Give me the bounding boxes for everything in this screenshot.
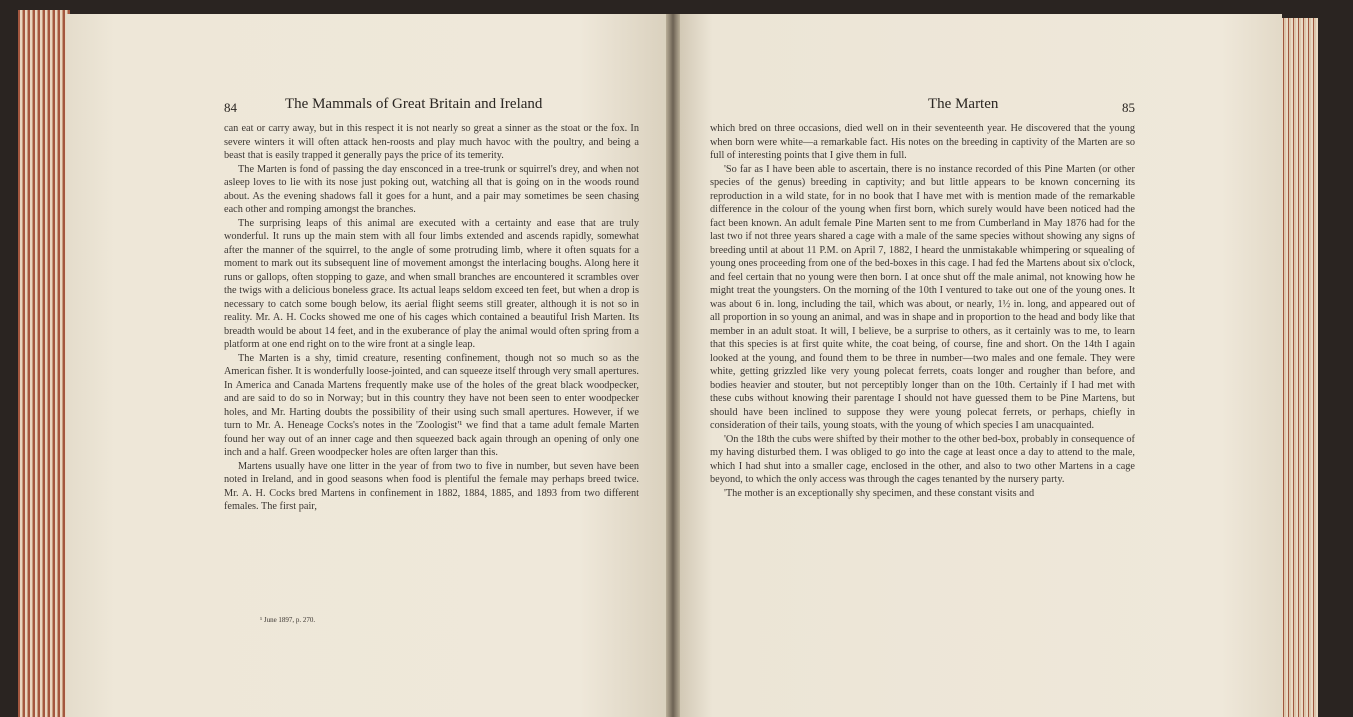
right-paragraph-2: 'So far as I have been able to ascertain, there is no instance recorded of this Pine Marten (or other species of the genus) breeding in captivity; and but little appears to be known concerning its reproduction in a wild state, for in no book that I have met with is mention made of the remarkable difference in the colour of the young when first born, which surely would have been noticed had the fact been known. An adult female Pine Marten sent to me from Cumberland in May 1876 had for the last two if not three years shared a cage with a male of the same species without showing any signs of breeding until at about 11 P.M. on April 7, 1882, I heard the unmistakable whimpering or squealing of young ones proceeding from one of the bed-boxes in this cage. I had fed the Martens about six o'clock, and feel certain that no young were then born. I at once shut off the male animal, not knowing how he might treat the youngsters. On the morning of the 10th I ventured to take out one of the young ones. It was about 6 in. long, including the tail, which was about, or nearly, 1½ in. long, and appeared out of all proportion in so young an animal, and was in shape and in proportion to the head and body like that member in an adult stoat. It will, I believe, be a surprise to others, as it certainly was to me, to learn that this species is at first quite white, the coat being, of course, fine and short. On the 14th I again looked at the young, and found them to be three in number—two males and one female. They were white, getting grizzled like very young polecat ferrets, coats longer and rougher than before, and bodies heavier and stouter, but not perceptibly longer than on the 10th. Certainly if I had met with these cubs without knowing their parentage I should not have guessed them to be Pine Martens, but should have been inclined to suppose they were young polecat ferrets, or perhaps, chiefly in consideration of their tails, young stoats, with the young of which species I am unacquainted. (710, 163, 1135, 431)
left-paragraph-1: can eat or carry away, but in this respect it is not nearly so great a sinner as the stoat or the fox. In severe winters it will often attack hen-roosts and play much havoc with the poultry, and being a beast that is easily trapped it generally pays the price of its temerity. (224, 123, 639, 161)
left-page-edges (18, 10, 70, 717)
right-page-number: 85 (1122, 100, 1135, 115)
book-gutter (666, 14, 680, 717)
right-paragraph-1: which bred on three occasions, died well on in their seventeenth year. He discovered that the young when born were white—a remarkable fact. His notes on the breeding in captivity of the Marten are so full of interesting points that I give them in full. (710, 123, 1135, 161)
left-paragraph-2: The Marten is fond of passing the day ensconced in a tree-trunk or squirrel's drey, and when not asleep loves to lie with its nose just poking out, watching all that is going on in the woods round about. As the evening shadows fall it goes for a hunt, and a pair may sometimes be seen chasing each other and romping amongst the branches. (224, 163, 639, 215)
right-page-edges (1276, 18, 1318, 717)
right-paragraph-3: 'On the 18th the cubs were shifted by their mother to the other bed-box, probably in consequence of my having disturbed them. I was obliged to go into the cage at least once a day to attend to the male, which I had shut into a smaller cage, enclosed in the other, and also to two other Martens in a cage beyond, to which the only access was through the cages tenanted by the nursery party. (710, 433, 1135, 485)
left-paragraph-4: The Marten is a shy, timid creature, resenting confinement, though not so much so as the American fisher. It is wonderfully loose-jointed, and can squeeze itself through very small apertures. In America and Canada Martens frequently make use of the holes of the great black woodpecker, and are said to do so in Norway; but in this country they have not been seen to enter woodpecker holes, and Mr. Harting doubts the possibility of their using such small apertures. However, if we turn to Mr. A. Heneage Cocks's notes in the 'Zoologist'¹ we find that a tame adult female Marten found her way out of an inner cage and then squeezed back again through an opening of only one inch and a half. Green woodpecker holes are often larger than this. (224, 352, 639, 458)
left-paragraph-3: The surprising leaps of this animal are executed with a certainty and ease that are truly wonderful. It runs up the main stem with all four limbs extended and ascends rapidly, somewhat after the manner of the squirrel, to the angle of some protruding limb, where it often squats for a moment to mark out its subsequent line of movement amongst the interlacing boughs. Along here it runs or gallops, often stopping to gaze, and when small branches are encountered it scrambles over the twigs with a delicious boneless grace. Its actual leaps seldom exceed ten feet, but when a drop is necessary to catch some bough below, its aerial flight seems still greater, although it is not so in reality. Mr. A. H. Cocks showed me one of his cages which contained a beautiful Irish Marten. Its breadth would be about 14 feet, and in the exuberance of play the animal would often spring from a platform at one end right on to the wire front at a single leap. (224, 217, 639, 350)
right-body-text (710, 122, 1135, 500)
right-paragraph-4: 'The mother is an exceptionally shy specimen, and these constant visits and (724, 487, 1035, 499)
left-footnote: ¹ June 1897, p. 270. (260, 616, 316, 624)
left-page-number: 84 (224, 100, 237, 115)
left-body-text (224, 122, 639, 514)
left-running-head: The Mammals of Great Britain and Ireland (285, 96, 543, 112)
right-running-head: The Marten (928, 96, 999, 112)
left-paragraph-5: Martens usually have one litter in the year of from two to five in number, but seven have been noted in Ireland, and in good seasons when food is plentiful the female may perhaps breed twice. Mr. A. H. Cocks bred Martens in confinement in 1882, 1884, 1885, and 1893 from two different females. The first pair, (224, 460, 639, 512)
